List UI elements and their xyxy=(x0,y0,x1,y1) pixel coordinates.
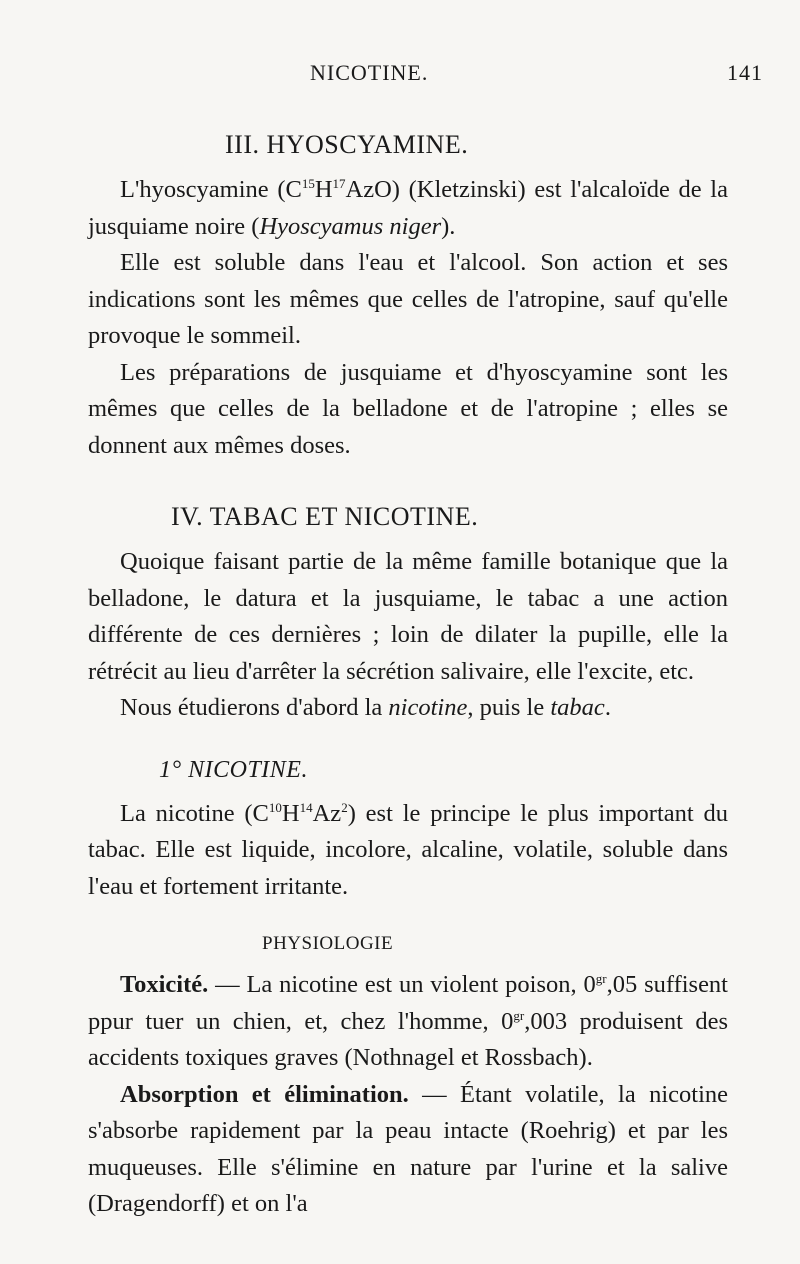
subsection-heading-nicotine: 1° NICOTINE. xyxy=(159,756,308,783)
running-head xyxy=(0,60,800,90)
section-heading-tabac: IV. TABAC ET NICOTINE. xyxy=(171,502,479,531)
subsection-heading-physiologie: PHYSIOLOGIE xyxy=(262,933,394,954)
page-number: 141 xyxy=(727,60,763,85)
run-in-absorption: Absorption et élimination. xyxy=(120,1080,409,1108)
paragraph-hyoscyamine-solubility: Elle est soluble dans l'eau et l'alcool. Son action et ses indications sont les mêmes que celles de l'atropine, sauf qu'elle provoque le sommeil. xyxy=(88,249,728,349)
paragraph-tabac-plan: Nous étudierons d'abord la nicotine, puis le tabac. xyxy=(120,694,611,721)
paragraph-toxicite: Toxicité. — La nicotine est un violent poison, $0^{gr},05$ suffisent ppur tuer un chien, et, chez l'homme, $0^{gr},003$ produisent des accidents toxiques graves (Nothnagel et Rossbach). xyxy=(88,971,728,1071)
paragraph-absorption: Absorption et élimination. — Étant volatile, la nicotine s'absorbe rapidement par la peau intacte (Roehrig) et par les muqueuses. Elle s'élimine en nature par l'urine et la salive (Dragendorff) et on l'a xyxy=(88,1080,729,1217)
paragraph-tabac-action: Quoique faisant partie de la même famille botanique que la belladone, le datura et la jusquiame, le tabac a une action différente de ces dernières ; loin de dilater la pupille, elle la rétrécit au lieu d'arrêter la sécrétion salivaire, elle l'excite, etc. xyxy=(88,548,728,685)
paragraph-nicotine-definition: La nicotine $(C^{10}H^{14}Az^2)$ est le principe le plus important du tabac. Elle est liquide, incolore, alcaline, volatile, soluble dans l'eau et fortement irritante. xyxy=(88,799,729,900)
paragraph-hyoscyamine-preparations: Les préparations de jusquiame et d'hyoscyamine sont les mêmes que celles de la belladone et de l'atropine ; elles se donnent aux mêmes doses. xyxy=(88,358,728,459)
run-in-toxicite: Toxicité. xyxy=(120,971,209,998)
term-tabac: tabac xyxy=(550,694,605,721)
page-body xyxy=(88,130,728,1223)
paragraph-hyoscyamine-definition: L'hyoscyamine $(C^{15}H^{17}AzO)$ (Kletzinski) est l'alcaloïde de la jusquiame noire (Hyoscyamus niger). xyxy=(88,176,728,240)
term-nicotine: nicotine xyxy=(388,694,468,721)
running-head-title: NICOTINE. xyxy=(310,60,429,85)
latin-name: Hyoscyamus niger xyxy=(259,212,442,240)
section-heading-hyoscyamine: III. HYOSCYAMINE. xyxy=(225,130,469,159)
